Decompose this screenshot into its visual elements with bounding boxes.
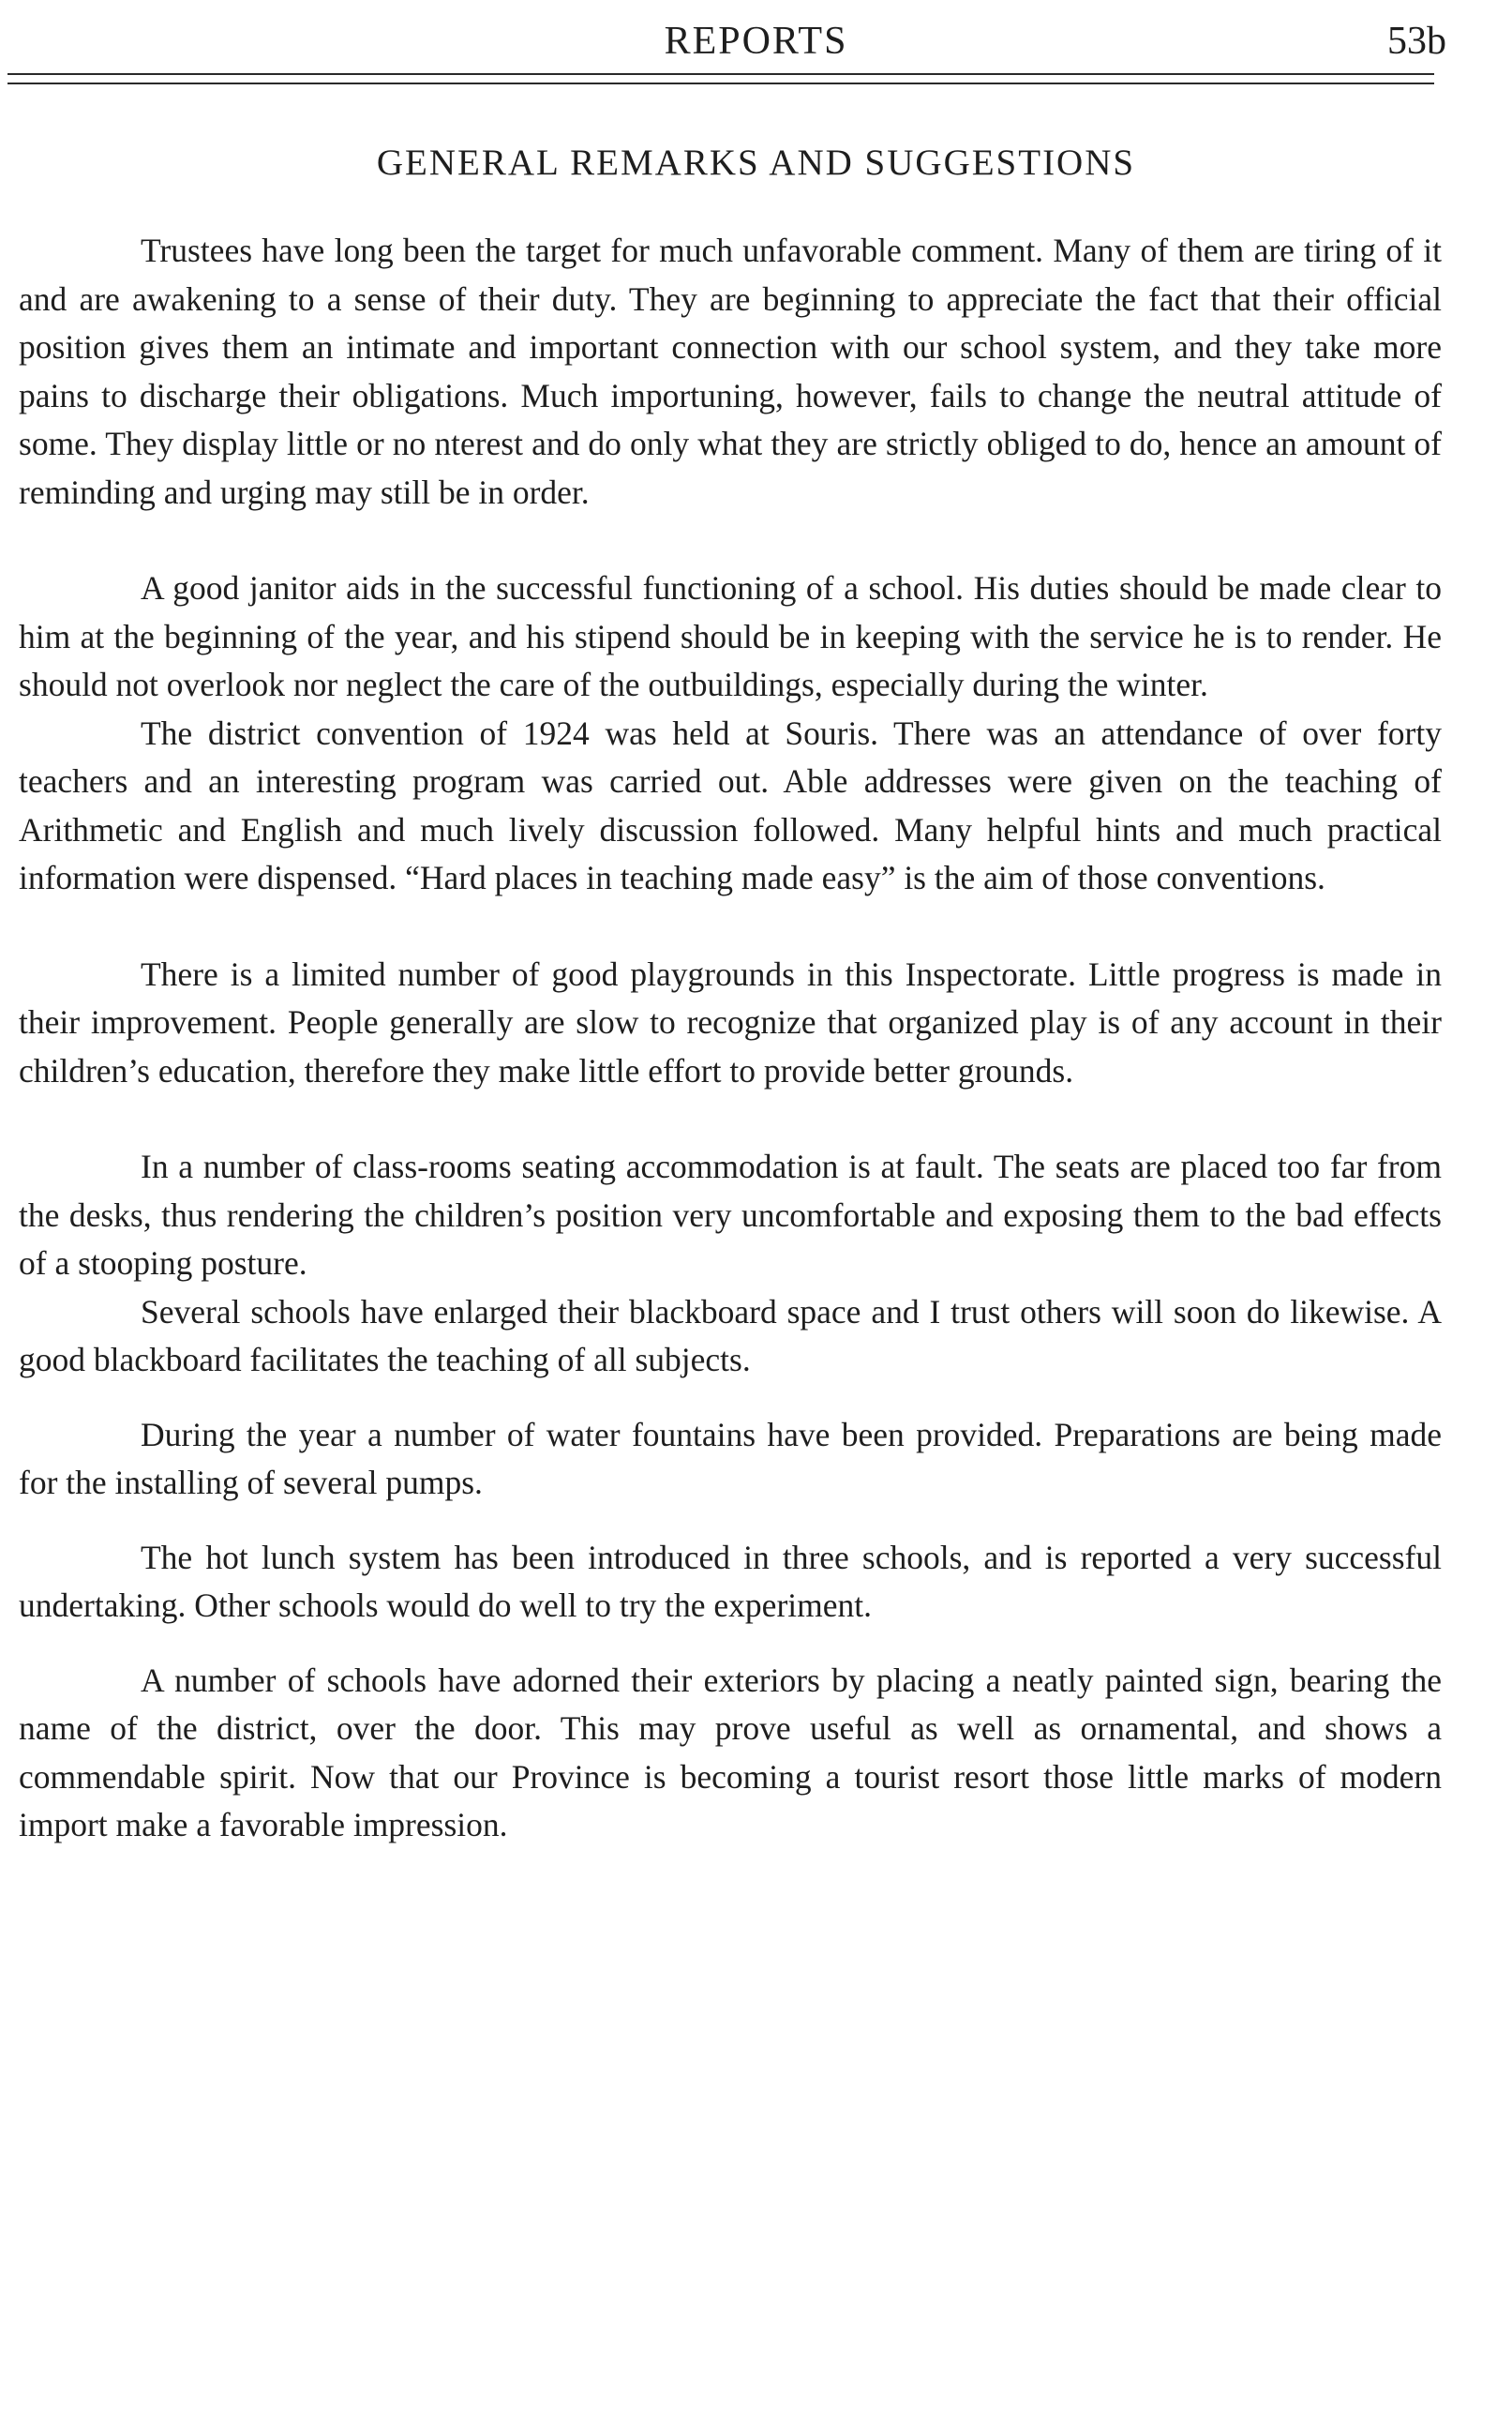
paragraph-blackboards: Several schools have enlarged their blackboard space and I trust others will soon do likewise. A good blackboard facilitates the teaching of all subjects.: [19, 1292, 1442, 1378]
page-number: 53b: [1387, 20, 1446, 63]
paragraph-playgrounds: There is a limited number of good playgrounds in this Inspectorate. Little progress is made in their improvement. People generally are slow to recognize that organized play is of any account in their children’s education, therefore they make little effort to provide better grounds.: [19, 955, 1442, 1090]
section-title: GENERAL REMARKS AND SUGGESTIONS: [376, 143, 1136, 183]
paragraph-janitor: A good janitor aids in the successful functioning of a school. His duties should be made clear to him at the beginning of the year, and his stipend should be in keeping with the service he is to render. He should not overlook nor neglect the care of the outbuildings, especially during the winter.: [19, 569, 1442, 703]
header-rule-top: [7, 73, 1434, 75]
paragraph-signs: A number of schools have adorned their exteriors by placing a neatly painted sign, bearing the name of the district, over the door. This may prove useful as well as ornamental, and shows a commendable spirit. Now that our Province is becoming a tourist resort those little marks of modern import make a favorable impression.: [19, 1661, 1442, 1843]
paragraph-fountains: During the year a number of water fountains have been provided. Preparations are being made for the installing of several pumps.: [19, 1415, 1442, 1501]
paragraph-convention: The district convention of 1924 was held at Souris. There was an attendance of over forty teachers and an interesting program was carried out. Able addresses were given on the teaching of Arithmetic and English and much lively discussion followed. Many helpful hints and much practical information were dispensed. “Hard places in teaching made easy” is the aim of those conventions.: [19, 714, 1442, 896]
running-head-title: REPORTS: [664, 20, 848, 63]
header-rule-bottom: [7, 83, 1434, 84]
body-text: [19, 227, 1442, 1850]
paragraph-trustees: Trustees have long been the target for much unfavorable comment. Many of them are tiring of it and are awakening to a sense of their duty. They are beginning to appreciate the fact that their official position gives them an intimate and important connection with our school system, and they take more pains to discharge their obligations. Much importuning, however, fails to change the neutral attitude of some. They display little or no nterest and do only what they are strictly obliged to do, hence an amount of reminding and urging may still be in order.: [19, 232, 1442, 511]
paragraph-hot-lunch: The hot lunch system has been introduced in three schools, and is reported a very successful undertaking. Other schools would do well to try the experiment.: [19, 1538, 1442, 1624]
paragraph-seating: In a number of class-rooms seating accommodation is at fault. The seats are placed too far from the desks, thus rendering the children’s position very uncomfortable and exposing them to the bad effects of a stooping posture.: [19, 1148, 1442, 1282]
running-head: [0, 13, 1512, 69]
